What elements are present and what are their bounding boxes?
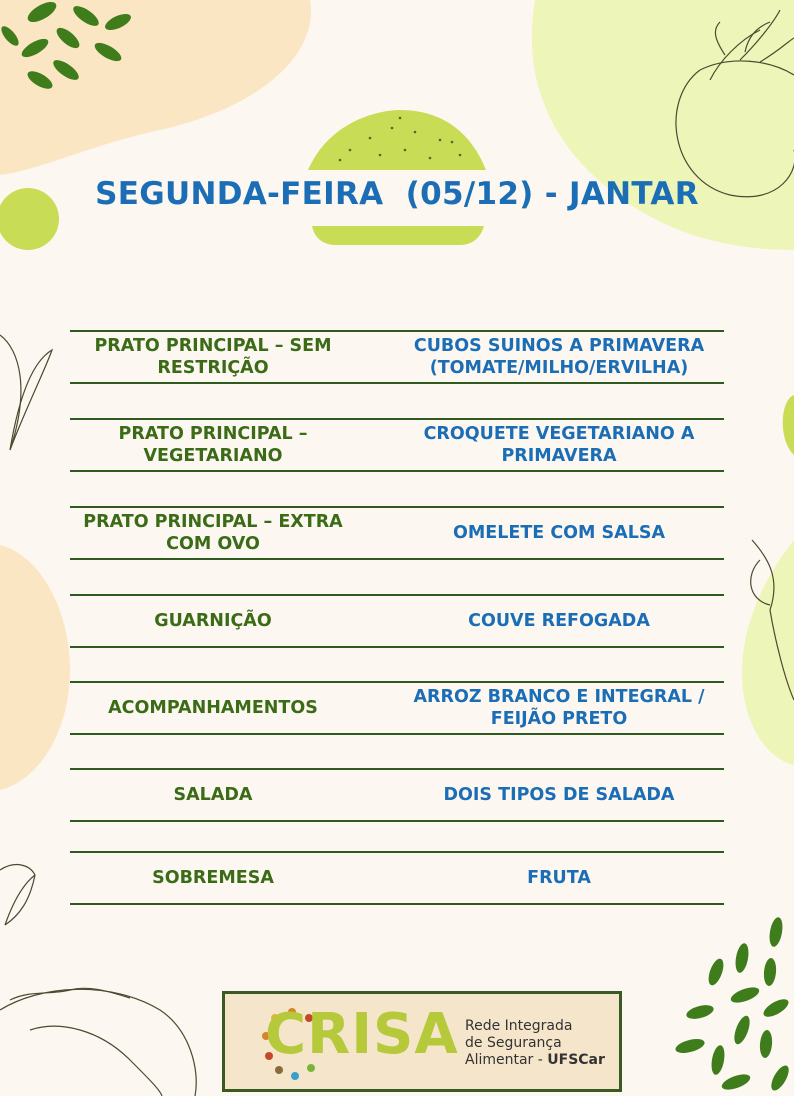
logo-line: de Segurança	[465, 1035, 562, 1051]
logo-line-text: Alimentar -	[465, 1052, 548, 1068]
menu-dish: COUVE REFOGADA	[468, 611, 650, 631]
menu-category: PRATO PRINCIPAL – VEGETARIANO	[118, 424, 308, 466]
menu-dish: OMELETE COM SALSA	[452, 523, 665, 543]
menu-row	[70, 330, 724, 384]
menu-row	[70, 681, 724, 735]
menu-category: ACOMPANHAMENTOS	[108, 698, 318, 718]
crisa-wordmark: CRISA	[265, 1002, 459, 1067]
menu-row	[70, 506, 724, 560]
menu-row	[70, 418, 724, 472]
menu-dish: FRUTA	[527, 868, 591, 888]
menu-category: PRATO PRINCIPAL – EXTRA COM OVO	[83, 512, 343, 554]
logo-line	[465, 1052, 605, 1069]
menu-dish: ARROZ BRANCO E INTEGRAL / FEIJÃO PRETO	[413, 687, 705, 729]
menu-row	[70, 594, 724, 648]
menu-dish: DOIS TIPOS DE SALADA	[443, 785, 675, 805]
menu-category: PRATO PRINCIPAL – SEM RESTRIÇÃO	[94, 336, 332, 378]
menu-dish: CROQUETE VEGETARIANO A PRIMAVERA	[423, 424, 695, 466]
logo-caption	[465, 1018, 605, 1069]
menu-category: SOBREMESA	[152, 868, 274, 888]
menu-dish: CUBOS SUINOS A PRIMAVERA (TOMATE/MILHO/ERVILHA)	[413, 336, 705, 378]
menu-row	[70, 851, 724, 905]
menu-category: SALADA	[173, 785, 253, 805]
menu-category: GUARNIÇÃO	[154, 611, 272, 631]
menu-row	[70, 768, 724, 822]
logo-line: Rede Integrada	[465, 1018, 573, 1034]
logo-ufscar: UFSCar	[547, 1052, 605, 1068]
page-title: SEGUNDA-FEIRA (05/12) - JANTAR	[95, 176, 699, 212]
crisa-logo	[222, 991, 622, 1092]
